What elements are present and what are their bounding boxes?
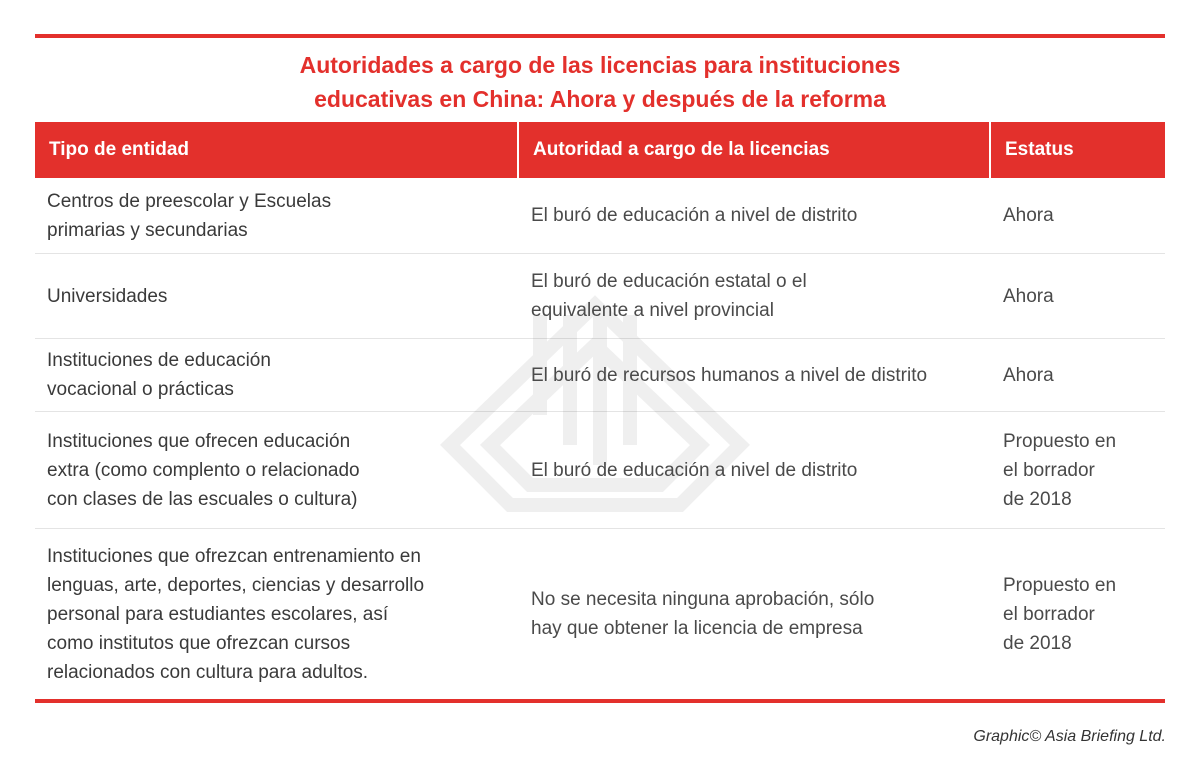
bottom-rule bbox=[35, 699, 1165, 703]
title-line-1: Autoridades a cargo de las licencias para instituciones bbox=[299, 52, 901, 78]
cell-line: personal para estudiantes escolares, así bbox=[47, 603, 389, 625]
cell-line: No se necesita ninguna aprobación, sólo bbox=[531, 589, 875, 610]
page-title bbox=[35, 38, 1165, 122]
cell-line: primarias y secundarias bbox=[47, 219, 248, 241]
cell-line: Propuesto en bbox=[1003, 430, 1117, 452]
cell-line: con clases de las escuales o cultura) bbox=[47, 488, 358, 510]
table-row-cell-status bbox=[991, 412, 1165, 528]
column-header-status: Estatus bbox=[991, 122, 1165, 178]
table-row-cell-status bbox=[991, 339, 1165, 411]
cell-line: Instituciones que ofrezcan entrenamiento en bbox=[47, 545, 421, 567]
table-frame bbox=[35, 34, 1165, 703]
cell-line: de 2018 bbox=[1003, 488, 1072, 510]
cell-line: Instituciones que ofrecen educación bbox=[47, 430, 351, 452]
table-row-cell-authority bbox=[519, 412, 989, 528]
cell-line: relacionados con cultura para adultos. bbox=[47, 661, 369, 683]
table-row-cell-entity bbox=[35, 529, 517, 699]
cell-line: Ahora bbox=[1003, 364, 1054, 386]
cell-line: como institutos que ofrezcan cursos bbox=[47, 632, 351, 654]
title-line-2: educativas en China: Ahora y después de la reforma bbox=[314, 86, 886, 112]
cell-line: El buró de educación estatal o el bbox=[531, 271, 807, 292]
table-row-cell-entity bbox=[35, 254, 517, 338]
cell-line: Instituciones de educación bbox=[47, 350, 271, 371]
table-row-cell-authority bbox=[519, 339, 989, 411]
cell-line: El buró de recursos humanos a nivel de distrito bbox=[531, 364, 928, 386]
cell-line: El buró de educación a nivel de distrito bbox=[531, 459, 858, 481]
cell-line: El buró de educación a nivel de distrito bbox=[531, 205, 858, 226]
cell-line: hay que obtener la licencia de empresa bbox=[531, 618, 863, 639]
licensing-table bbox=[35, 122, 1165, 699]
table-row-cell-entity bbox=[35, 339, 517, 411]
column-header-entity: Tipo de entidad bbox=[35, 122, 517, 178]
column-header-authority: Autoridad a cargo de la licencias bbox=[519, 122, 989, 178]
cell-line: equivalente a nivel provincial bbox=[531, 300, 774, 321]
table-row-cell-status bbox=[991, 178, 1165, 253]
cell-line: el borrador bbox=[1003, 459, 1095, 481]
cell-line: el borrador bbox=[1003, 603, 1095, 625]
cell-line: Centros de preescolar y Escuelas bbox=[47, 190, 332, 212]
cell-line: Propuesto en bbox=[1003, 574, 1117, 596]
table-row-cell-authority bbox=[519, 529, 989, 699]
table-row-cell-entity bbox=[35, 178, 517, 253]
cell-line: vocacional o prácticas bbox=[47, 379, 234, 400]
table-row-cell-authority bbox=[519, 178, 989, 253]
table-row-cell-status bbox=[991, 254, 1165, 338]
copyright-credit: Graphic© Asia Briefing Ltd. bbox=[973, 728, 1166, 745]
cell-line: Ahora bbox=[1003, 205, 1054, 226]
cell-line: Universidades bbox=[47, 285, 168, 307]
cell-line: lenguas, arte, deportes, ciencias y desarrollo bbox=[47, 574, 425, 596]
cell-line: Ahora bbox=[1003, 285, 1054, 307]
cell-line: extra (como complento o relacionado bbox=[47, 459, 360, 481]
table-row-cell-authority bbox=[519, 254, 989, 338]
cell-line: de 2018 bbox=[1003, 632, 1072, 654]
table-row-cell-status bbox=[991, 529, 1165, 699]
table-row-cell-entity bbox=[35, 412, 517, 528]
